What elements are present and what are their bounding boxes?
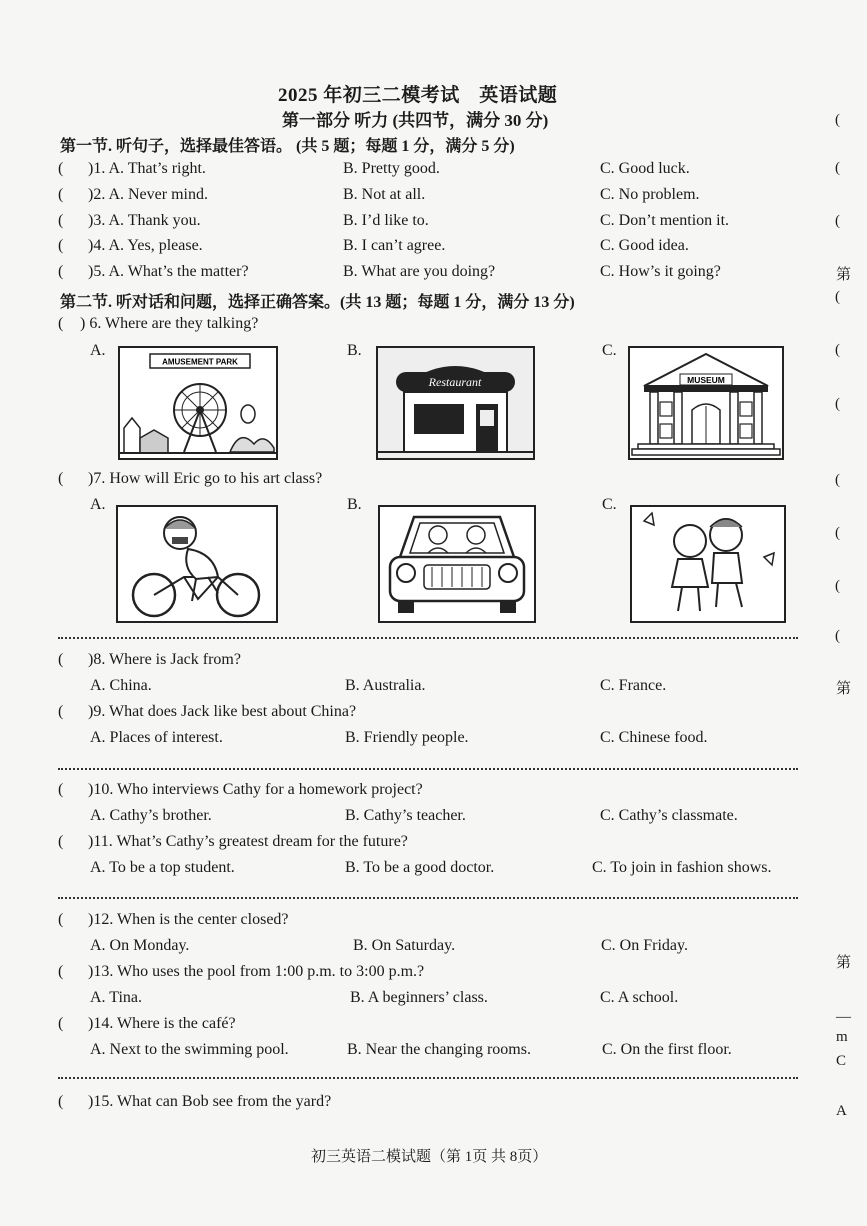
question-stem: )12. When is the center closed? [88, 911, 289, 928]
question-stem: )7. How will Eric go to his art class? [88, 470, 323, 487]
answer-paren[interactable]: ( [58, 237, 64, 254]
question-stem: )9. What does Jack like best about China? [88, 703, 357, 720]
option-b: B. What are you doing? [343, 263, 496, 280]
margin-mark: ( [835, 525, 840, 541]
exam-title: 2025 年初三二模考试 英语试题 [278, 85, 558, 106]
question-stem: ) 6. Where are they talking? [80, 315, 259, 332]
option-c-label: C. [602, 342, 617, 359]
restaurant-sign: Restaurant [428, 375, 482, 389]
option-c: C. On Friday. [601, 937, 688, 954]
option-a: A. China. [90, 677, 152, 694]
margin-mark: ( [835, 160, 840, 176]
answer-paren[interactable]: ( [58, 1093, 64, 1110]
option-c: C. A school. [600, 989, 679, 1006]
amusement-park-sign: AMUSEMENT PARK [162, 357, 238, 367]
answer-paren[interactable]: ( [58, 1015, 64, 1032]
question-stem: )3. A. Thank you. [88, 212, 201, 229]
margin-mark: ( [835, 213, 840, 229]
option-c: C. No problem. [600, 186, 700, 203]
answer-paren[interactable]: ( [58, 470, 64, 487]
answer-paren[interactable]: ( [58, 263, 64, 280]
option-c: C. On the first floor. [602, 1041, 732, 1058]
car-picture [378, 505, 536, 623]
margin-mark: ( [835, 578, 840, 594]
question-stem: )15. What can Bob see from the yard? [88, 1093, 332, 1110]
option-a: A. Tina. [90, 989, 143, 1006]
option-c: C. How’s it going? [600, 263, 721, 280]
question-stem: )11. What’s Cathy’s greatest dream for the future? [88, 833, 408, 850]
option-b-label: B. [347, 342, 362, 359]
margin-mark: ( [835, 289, 840, 305]
divider [58, 637, 798, 639]
margin-mark: ( [835, 628, 840, 644]
option-a: A. Cathy’s brother. [90, 807, 212, 824]
margin-mark: m [836, 1029, 848, 1045]
option-c: C. Good idea. [600, 237, 689, 254]
question-stem: )2. A. Never mind. [88, 186, 208, 203]
margin-mark: ( [835, 472, 840, 488]
question-stem: )14. Where is the café? [88, 1015, 236, 1032]
question-stem: )13. Who uses the pool from 1:00 p.m. to 3:00 p.m.? [88, 963, 425, 980]
option-c-label: C. [602, 496, 617, 513]
margin-mark: ( [835, 396, 840, 412]
answer-paren[interactable]: ( [58, 651, 64, 668]
question-stem: )8. Where is Jack from? [88, 651, 241, 668]
answer-paren[interactable]: ( [58, 315, 64, 332]
option-b: B. Not at all. [343, 186, 426, 203]
option-a: A. Next to the swimming pool. [90, 1041, 289, 1058]
option-a-label: A. [90, 342, 106, 359]
option-c: C. Chinese food. [600, 729, 708, 746]
part-one-heading: 第一部分 听力 (共四节，满分 30 分) [282, 111, 549, 130]
answer-paren[interactable]: ( [58, 911, 64, 928]
option-c: C. Don’t mention it. [600, 212, 730, 229]
answer-paren[interactable]: ( [58, 703, 64, 720]
option-a: A. On Monday. [90, 937, 190, 954]
option-c: C. To join in fashion shows. [592, 859, 772, 876]
margin-mark: 第 [836, 955, 852, 971]
option-b: B. To be a good doctor. [345, 859, 495, 876]
answer-paren[interactable]: ( [58, 186, 64, 203]
margin-mark: 第 [836, 681, 852, 697]
museum-sign: MUSEUM [687, 375, 725, 385]
museum-picture [628, 346, 784, 460]
option-c: C. France. [600, 677, 667, 694]
option-c: C. Good luck. [600, 160, 690, 177]
option-b: B. Cathy’s teacher. [345, 807, 466, 824]
option-b-label: B. [347, 496, 362, 513]
restaurant-picture [376, 346, 535, 460]
margin-mark: — [836, 1009, 851, 1025]
section-one-heading: 第一节. 听句子，选择最佳答语。 (共 5 题；每题 1 分，满分 5 分) [60, 138, 515, 155]
option-c: C. Cathy’s classmate. [600, 807, 738, 824]
answer-paren[interactable]: ( [58, 781, 64, 798]
option-b: B. Australia. [345, 677, 426, 694]
margin-mark: C [836, 1053, 847, 1069]
option-b: B. On Saturday. [353, 937, 456, 954]
margin-mark: A [836, 1103, 847, 1119]
option-a: A. To be a top student. [90, 859, 235, 876]
margin-mark: ( [835, 342, 840, 358]
option-a: A. Places of interest. [90, 729, 223, 746]
option-b: B. A beginners’ class. [350, 989, 488, 1006]
question-stem: )1. A. That’s right. [88, 160, 206, 177]
divider [58, 768, 798, 770]
margin-mark: ( [835, 112, 840, 128]
option-b: B. Friendly people. [345, 729, 469, 746]
option-b: B. I can’t agree. [343, 237, 446, 254]
question-stem: )5. A. What’s the matter? [88, 263, 249, 280]
page-footer: 初三英语二模试题（第 1页 共 8页） [311, 1149, 548, 1165]
section-two-heading: 第二节. 听对话和问题，选择正确答案。(共 13 题；每题 1 分，满分 13 分) [60, 294, 575, 311]
answer-paren[interactable]: ( [58, 212, 64, 229]
walking-picture [630, 505, 786, 623]
answer-paren[interactable]: ( [58, 833, 64, 850]
divider [58, 1077, 798, 1079]
margin-mark: 第 [836, 267, 852, 283]
answer-paren[interactable]: ( [58, 963, 64, 980]
question-stem: )10. Who interviews Cathy for a homework project? [88, 781, 423, 798]
question-stem: )4. A. Yes, please. [88, 237, 203, 254]
cycling-picture [116, 505, 278, 623]
divider [58, 897, 798, 899]
option-a-label: A. [90, 496, 106, 513]
option-b: B. Near the changing rooms. [347, 1041, 531, 1058]
option-b: B. Pretty good. [343, 160, 440, 177]
answer-paren[interactable]: ( [58, 160, 64, 177]
amusement-park-picture [118, 346, 278, 460]
option-b: B. I’d like to. [343, 212, 429, 229]
